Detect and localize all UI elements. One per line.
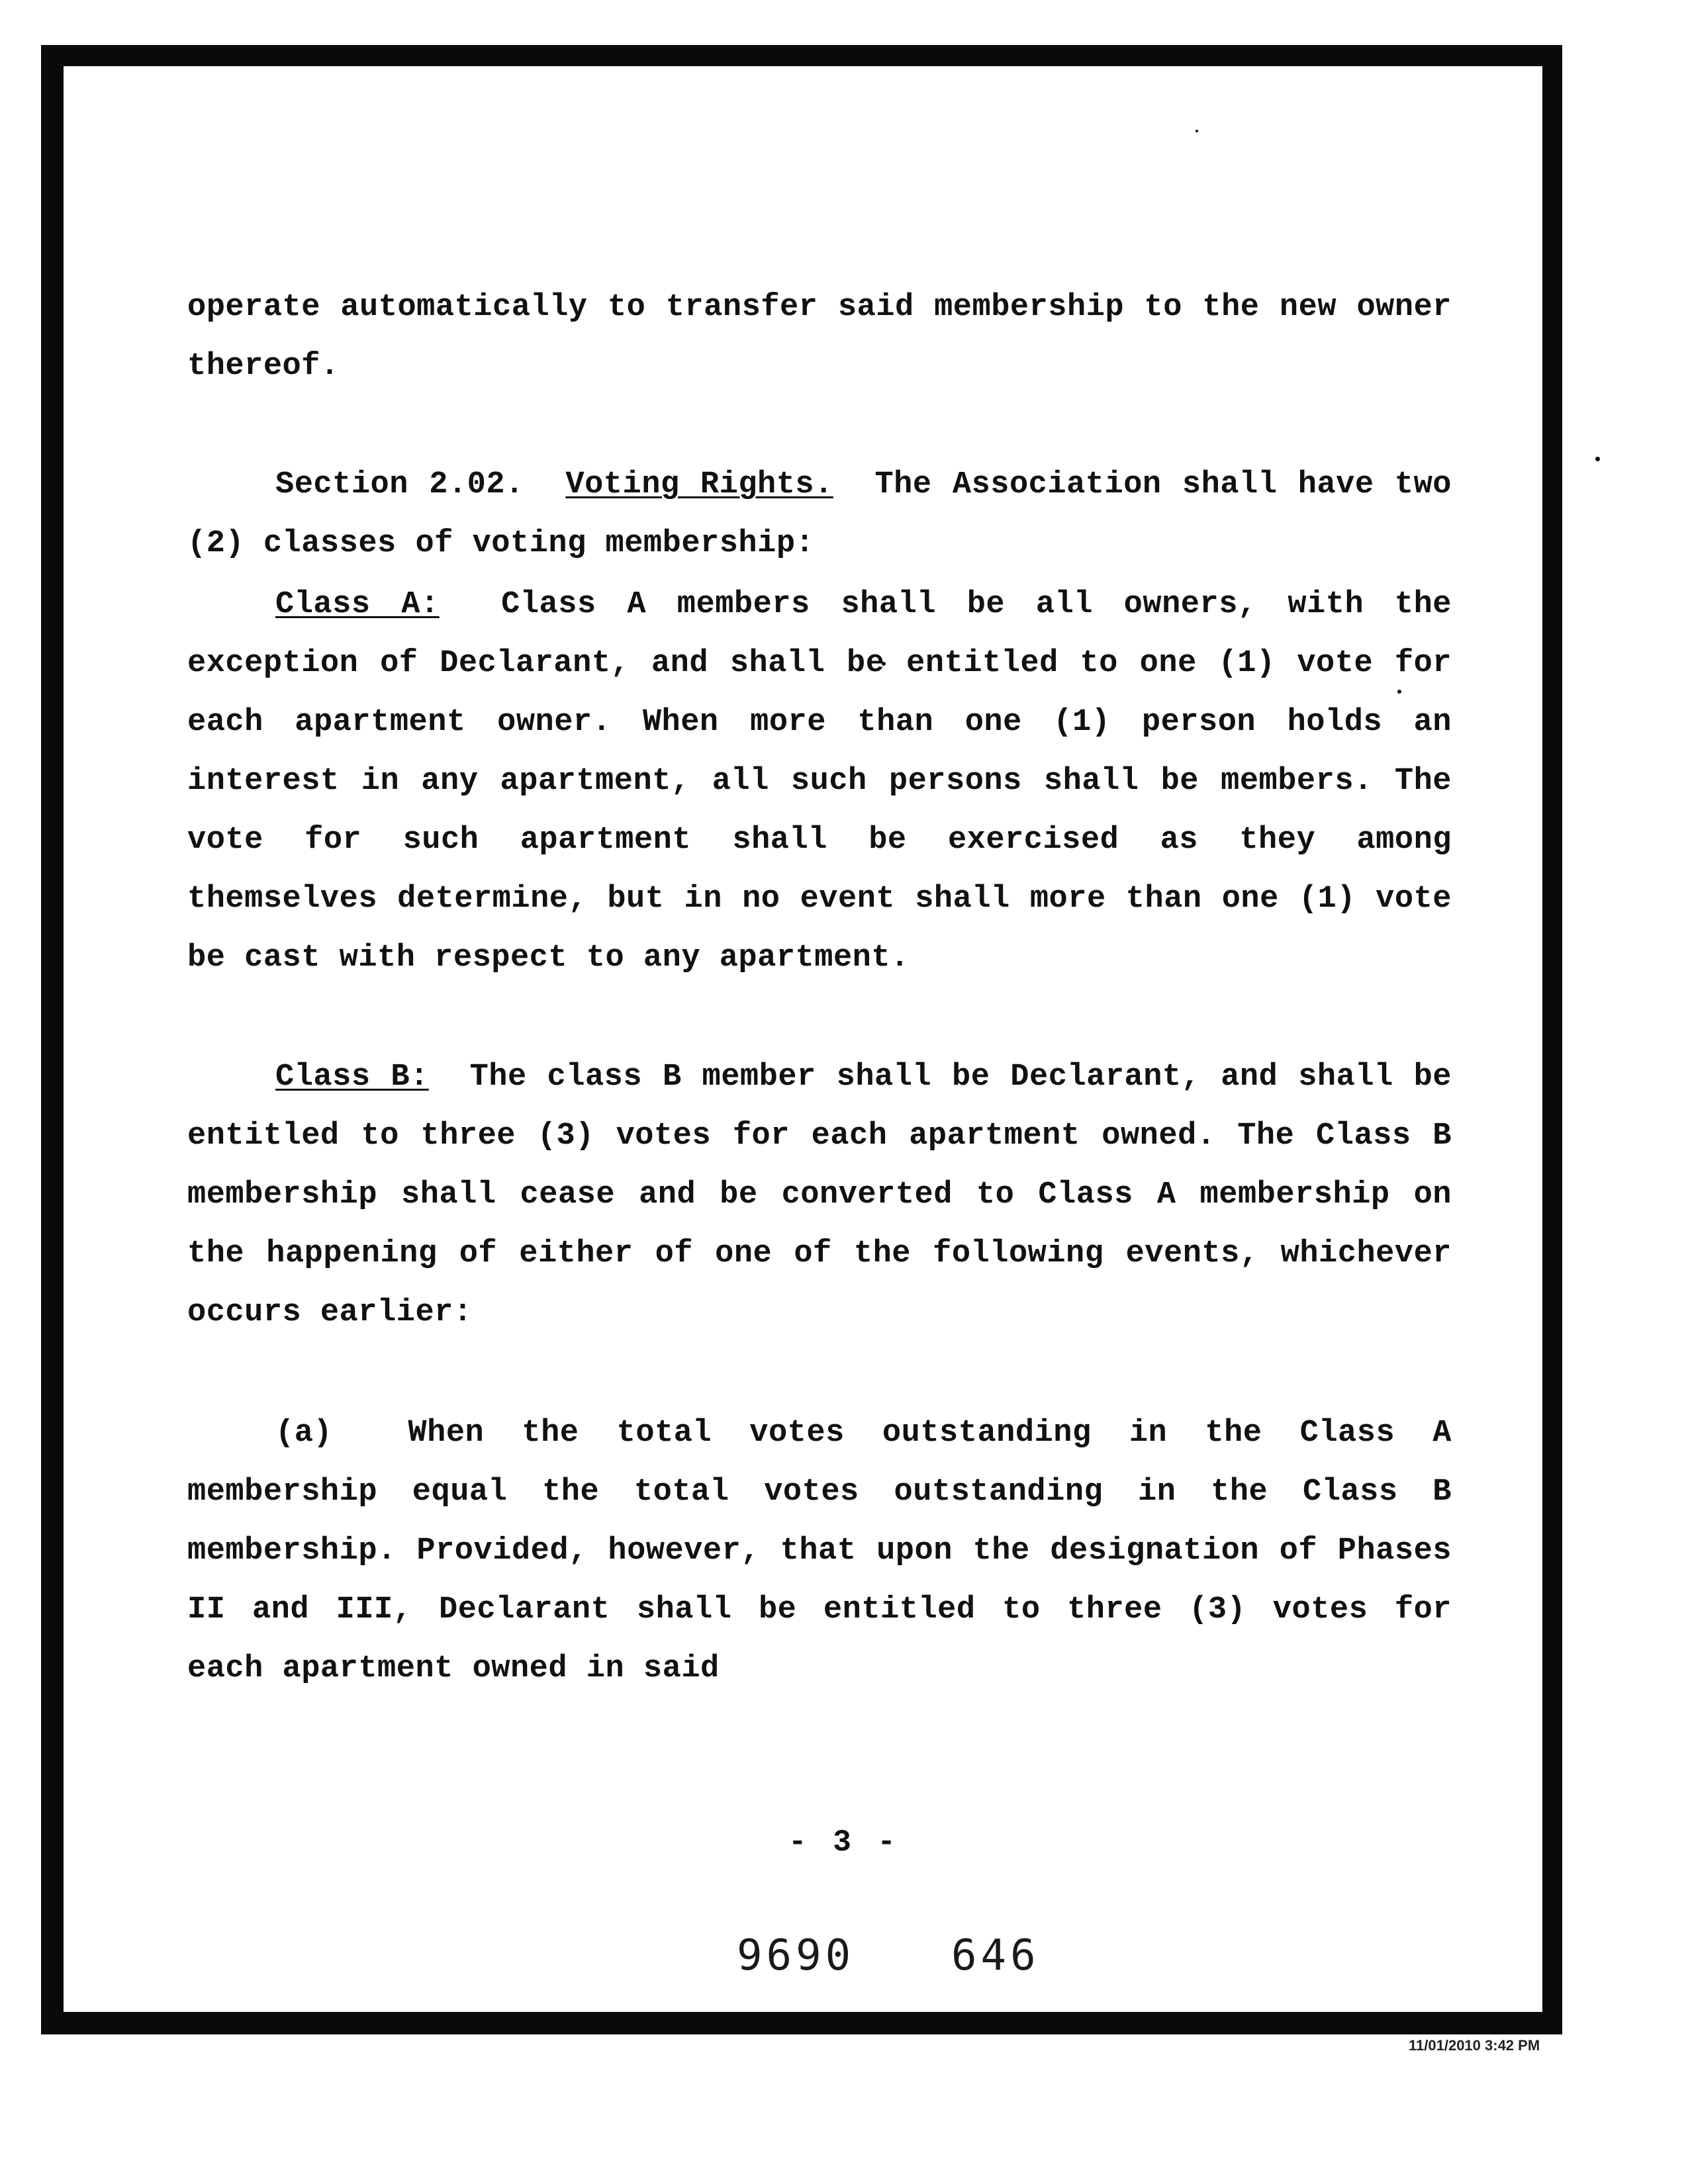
paragraph-continuation bbox=[187, 278, 1452, 396]
class-a-text-block bbox=[187, 575, 1452, 987]
page-number: - 3 - bbox=[788, 1825, 900, 1860]
recording-page-number: 646 bbox=[951, 1931, 1040, 1980]
scan-speck bbox=[1595, 457, 1600, 461]
class-a-text: Class A members shall be all owners, with the exception of Declarant, and shall be entitled to one (1) vote for each apartment owner. When more than one (1) person holds an interest in any apartment, all such persons shall be members. The vote for such apartment shall be exercised as they among themselves determine, but in no event shall more than one (1) vote be cast with respect to any apartment. bbox=[187, 587, 1452, 976]
section-number: Section 2.02. bbox=[275, 467, 524, 502]
section-paragraph bbox=[187, 455, 1452, 573]
class-b-text-block bbox=[187, 1048, 1452, 1342]
item-a-label: (a) bbox=[275, 1416, 333, 1451]
section-heading: Voting Rights. bbox=[565, 467, 833, 502]
item-a-paragraph bbox=[187, 1404, 1452, 1698]
class-b-paragraph bbox=[187, 1048, 1452, 1342]
class-a-paragraph bbox=[187, 575, 1452, 987]
print-timestamp: 11/01/2010 3:42 PM bbox=[1409, 2037, 1540, 2054]
paragraph-text: operate automatically to transfer said membership to the new owner thereof. bbox=[187, 290, 1452, 384]
scan-speck bbox=[1196, 130, 1198, 132]
item-a-text: When the total votes outstanding in the Class A membership equal the total votes outstanding in the Class B membership. Provided, however, that upon the designation of Phases II and III, Declarant shall be entitled to three (3) votes for each apartment owned in said bbox=[187, 1416, 1452, 1686]
recording-book-number: 9690 bbox=[737, 1931, 855, 1980]
class-a-label: Class A: bbox=[275, 587, 440, 622]
item-a-text-block bbox=[187, 1404, 1452, 1698]
class-b-text: The class B member shall be Declarant, and shall be entitled to three (3) votes for each apartment owned. The Class B membership shall cease and be converted to Class A membership on the happening of either of one of the following events, whichever occurs earlier: bbox=[187, 1060, 1452, 1330]
section-text: The Association shall have two (2) classes of voting membership: bbox=[187, 467, 1452, 561]
section-2-02-intro bbox=[187, 455, 1452, 573]
class-b-label: Class B: bbox=[275, 1060, 429, 1095]
